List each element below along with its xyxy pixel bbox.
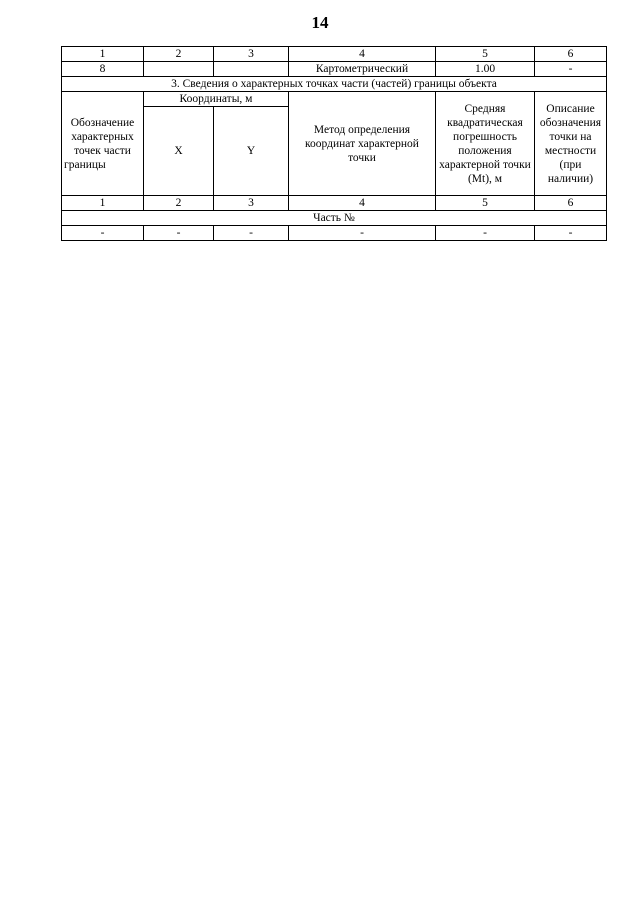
part-label-row (62, 211, 607, 226)
section3-title: 3. Сведения о характерных точках части (частей) границы объекта (62, 77, 607, 92)
column-number: 6 (535, 196, 607, 211)
section3-cell: - (289, 226, 436, 241)
table1-cell: 8 (62, 62, 144, 77)
table1-cell: - (535, 62, 607, 77)
table1-header-cell: 6 (535, 47, 607, 62)
section3-cell: - (535, 226, 607, 241)
column-number: 1 (62, 196, 144, 211)
part-label: Часть № (62, 211, 607, 226)
y-header: Y (214, 107, 289, 196)
table1-header-row (62, 47, 607, 62)
section3-data-row (62, 226, 607, 241)
section3-number-row (62, 196, 607, 211)
table1-cell (214, 62, 289, 77)
section3-title-row (62, 77, 607, 92)
method-header: Метод определения координат характерной точки (289, 92, 436, 196)
table1-header-cell: 3 (214, 47, 289, 62)
table1-data-row (62, 62, 607, 77)
error-header: Средняя квадратическая погрешность положения характерной точки (Mt), м (436, 92, 535, 196)
boundary-table (61, 46, 607, 241)
table1-header-cell: 2 (144, 47, 214, 62)
column-number: 2 (144, 196, 214, 211)
description-header: Описание обозначения точки на местности (при наличии) (535, 92, 607, 196)
column-number: 5 (436, 196, 535, 211)
table1-header-cell: 1 (62, 47, 144, 62)
page-number: 14 (311, 13, 329, 32)
section3-cell: - (62, 226, 144, 241)
section3-cell: - (144, 226, 214, 241)
table1-cell (144, 62, 214, 77)
section3-header-row (62, 92, 607, 107)
column-number: 3 (214, 196, 289, 211)
point-designation-header: Обозначение характерных точек части границы (62, 92, 144, 196)
table1-header-cell: 5 (436, 47, 535, 62)
table1-cell: 1.00 (436, 62, 535, 77)
table1-cell: Картометрический (289, 62, 436, 77)
section3-cell: - (214, 226, 289, 241)
section3-cell: - (436, 226, 535, 241)
column-number: 4 (289, 196, 436, 211)
coordinates-header: Координаты, м (144, 92, 289, 107)
x-header: X (144, 107, 214, 196)
table1-header-cell: 4 (289, 47, 436, 62)
